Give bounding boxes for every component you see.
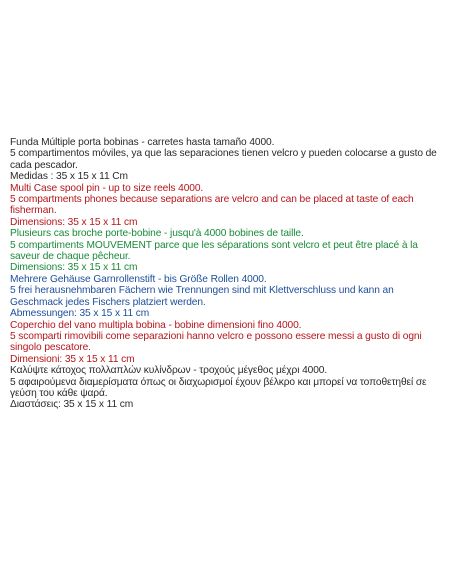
spanish-dimensions: Medidas : 35 x 15 x 11 Cm (10, 171, 128, 183)
greek-description: 5 αφαιρούμενα διαμερίσματα όπως οι διαχωρισμοί έχουν βέλκρο και μπορεί να τοποθετηθεί σε γεύση του κάθε ψαρά. (10, 376, 427, 399)
french-title: Plusieurs cas broche porte-bobine - jusqu'à 4000 bobines de taille. (10, 228, 304, 240)
german-title: Mehrere Gehäuse Garnrollenstift - bis Größe Rollen 4000. (10, 273, 267, 285)
greek-title: Καλύψτε κάτοχος πολλαπλών κυλίνδρων - τροχούς μέγεθος μέχρι 4000. (10, 365, 328, 377)
section-french (10, 228, 442, 274)
section-italian (10, 320, 442, 366)
french-dimensions: Dimensions: 35 x 15 x 11 cm (10, 262, 138, 274)
section-english (10, 183, 442, 229)
section-german (10, 274, 442, 320)
section-greek (10, 365, 442, 411)
english-description: 5 compartments phones because separations are velcro and can be placed at taste of each fisherman. (10, 194, 414, 217)
greek-dimensions: Διαστάσεις: 35 x 15 x 11 cm (10, 399, 134, 411)
product-description (10, 137, 442, 411)
italian-description: 5 scomparti rimovibili come separazioni hanno velcro e possono essere messi a gusto di ogni singolo pescatore. (10, 330, 422, 354)
german-description: 5 frei herausnehmbaren Fächern wie Trennungen sind mit Klettverschluss und kann an Geschmack jedes Fischers platziert werden. (10, 285, 394, 308)
spanish-description: 5 compartimentos móviles, ya que las separaciones tienen velcro y pueden colocarse a gusto de cada pescador. (10, 148, 437, 171)
english-dimensions: Dimensions: 35 x 15 x 11 cm (10, 216, 138, 228)
spanish-title: Funda Múltiple porta bobinas - carretes hasta tamaño 4000. (10, 137, 275, 148)
italian-dimensions: Dimensioni: 35 x 15 x 11 cm (10, 353, 135, 365)
italian-title: Coperchio del vano multipla bobina - bobine dimensioni fino 4000. (10, 319, 302, 331)
french-description: 5 compartiments MOUVEMENT parce que les séparations sont velcro et peut être placé à la saveur de chaque pêcheur. (10, 239, 418, 263)
german-dimensions: Abmessungen: 35 x 15 x 11 cm (10, 308, 150, 320)
english-title: Multi Case spool pin - up to size reels 4000. (10, 182, 204, 194)
section-spanish (10, 137, 442, 183)
